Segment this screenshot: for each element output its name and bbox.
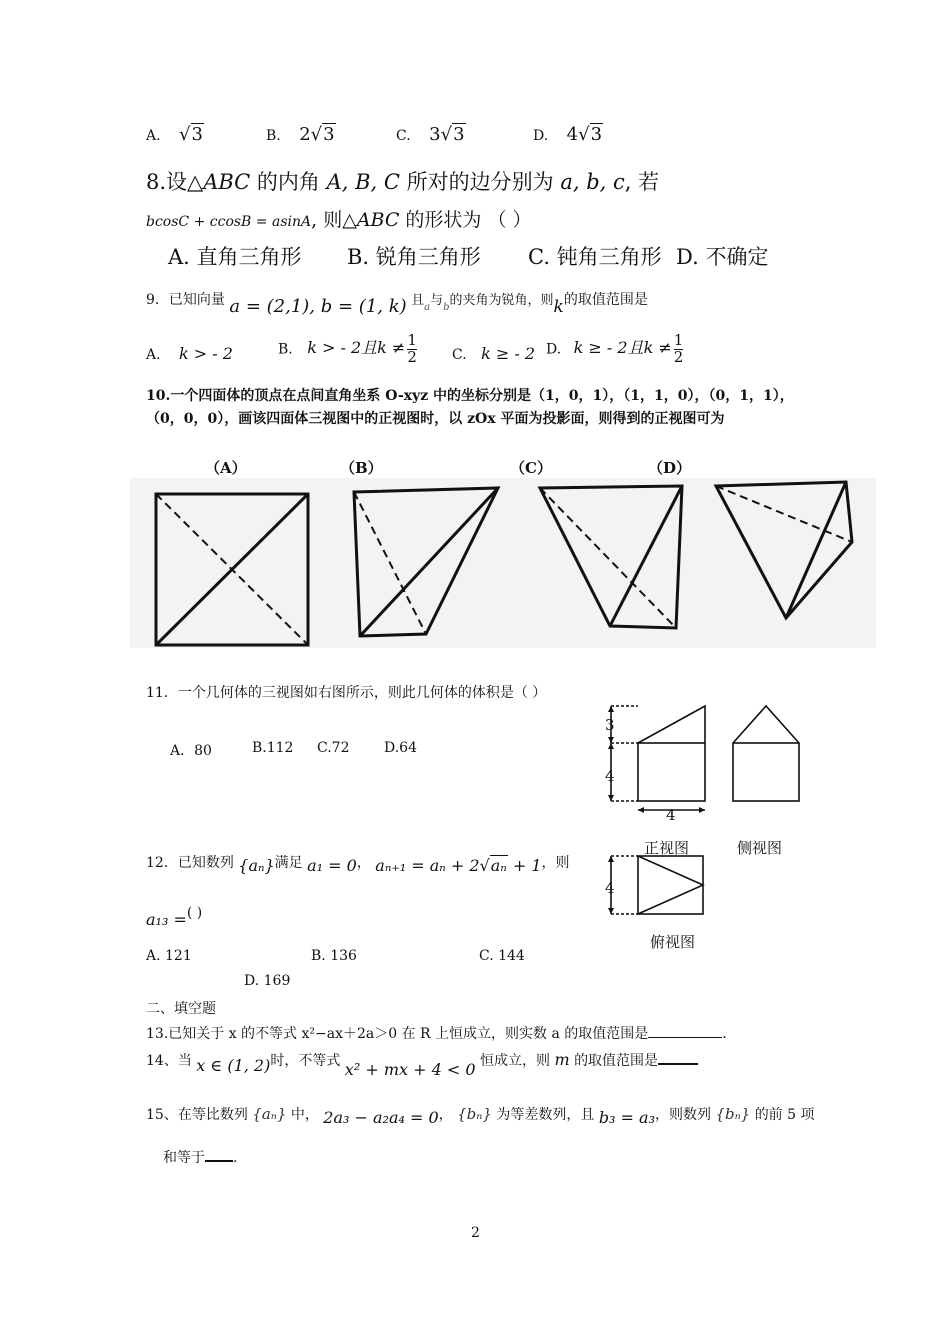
q15-answer-blank[interactable]: [205, 1160, 233, 1162]
q12-option-a: A. 121: [146, 948, 192, 964]
q7-option-b: B. 2√3: [266, 124, 335, 145]
coefficient: 2: [299, 124, 311, 145]
vector-a: a: [424, 302, 431, 313]
coefficient: 3: [429, 124, 441, 145]
q15-line2: 和等于 .: [163, 1150, 238, 1166]
q9-option-c: C. k ≥ - 2: [452, 344, 536, 363]
q10-label-d: （D）: [648, 459, 692, 477]
variable-k: k: [553, 297, 564, 317]
q15-stem: 15、在等比数列 {aₙ} 中， 2a₃ − a₂a₄ = 0， {bₙ} 为等差数列，且 b₃ = a₃，则数列 {bₙ} 的前 5 项: [146, 1105, 815, 1127]
dim-label-3: 3: [605, 716, 615, 734]
q10-stem-line2: （0，0，0），画该四面体三视图中的正视图时，以 zOx 平面为投影面，则得到的正视图可为: [146, 411, 725, 427]
q9-option-d: D. k ≥ - 2且k ≠ $\frac{1}{2}$: [546, 331, 684, 366]
figure-background: [130, 478, 876, 648]
q10-label-c: （C）: [510, 459, 552, 477]
three-view-drawing: [602, 700, 822, 920]
q14-answer-blank[interactable]: [658, 1063, 698, 1065]
fraction-one-half: $\frac{1}{2}$: [673, 331, 684, 366]
radicand: 3: [590, 124, 603, 145]
option-letter: C.: [396, 128, 411, 144]
q12-stem: 12．已知数列 {aₙ}满足 a₁ = 0， aₙ₊₁ = aₙ + 2√aₙ + 1，则: [146, 855, 570, 875]
fraction-one-half: $\frac{1}{2}$: [407, 331, 417, 366]
q12-option-b: B. 136: [311, 948, 357, 964]
side-view-label: 侧视图: [737, 839, 783, 857]
sides: a, b, c: [560, 170, 625, 194]
angles: A, B, C: [326, 170, 400, 194]
option-letter: D.: [533, 128, 549, 144]
option-letter: A.: [146, 128, 161, 144]
q10-stem-line1: 10.一个四面体的顶点在点间直角坐系 O-xyz 中的坐标分别是（1，0，1），（1，1，0），（0，1，1），: [146, 388, 794, 404]
q8-stem: 8.设△ABC 的内角 A, B, C 所对的边分别为 a, b, c, 若: [146, 170, 660, 194]
q9-option-a: A. k > - 2: [146, 344, 233, 363]
radicand: 3: [191, 124, 203, 145]
radicand: 3: [323, 124, 335, 145]
q10-label-b: （B）: [340, 459, 383, 477]
triangle-name: ABC: [203, 170, 251, 194]
q12-lhs: a₁₃ =( ): [146, 905, 203, 929]
q8-option-d: D. 不确定: [676, 245, 769, 269]
q15-sequence-b-repeat: {bₙ}: [715, 1105, 751, 1123]
radicand: 3: [453, 124, 465, 145]
q13-stem: 13.已知关于 x 的不等式 x²−ax＋2a＞0 在 R 上恒成立，则实数 a 的取值范围是 .: [146, 1026, 727, 1042]
q11-option-b: B.112: [252, 740, 294, 756]
variable-m: m: [554, 1050, 570, 1069]
q8-option-c: C. 钝角三角形: [528, 245, 662, 269]
q14-stem: 14、当 x ∈ (1, 2)时，不等式 x² + mx + 4 < 0 恒成立，则 m 的取值范围是: [146, 1050, 698, 1070]
front-view-label: 正视图: [644, 839, 690, 857]
q8-formula: bcosC + ccosB = asinA: [146, 214, 312, 230]
q12-option-c: C. 144: [479, 948, 525, 964]
q7-option-a: A. √3: [146, 124, 203, 145]
q11-stem: 11．一个几何体的三视图如右图所示，则此几何体的体积是（ ）: [146, 685, 547, 701]
top-view-label: 俯视图: [650, 933, 696, 951]
top-view-box: [638, 856, 703, 914]
q9-stem: 9．已知向量 a = (2,1), b = (1, k) 且$_a$与$_b$的夹角为锐角，则k的取值范围是: [146, 292, 648, 317]
q8-option-a: A. 直角三角形: [168, 245, 302, 269]
q8-condition: bcosC + ccosB = asinA, 则△ABC 的形状为 （ ）: [146, 209, 532, 231]
q7-option-d: D. 4√3: [533, 124, 603, 145]
q15-sequence-a: {aₙ}: [252, 1105, 287, 1123]
coefficient: 4: [566, 124, 579, 145]
dim-label-4-top: 4: [605, 879, 615, 897]
front-view-box: [638, 743, 705, 801]
q10-figures: [130, 478, 880, 650]
section-heading: 二、填空题: [146, 1001, 216, 1017]
q11-option-d: D.64: [384, 740, 417, 756]
q8-option-b: B. 锐角三角形: [347, 245, 481, 269]
q10-label-a: （A）: [205, 459, 247, 477]
q12-sequence: {aₙ}: [238, 856, 275, 875]
q12-condition-2: aₙ₊₁ = aₙ + 2√aₙ + 1: [375, 856, 542, 875]
q11-option-c: C.72: [317, 740, 350, 756]
side-view-box: [733, 743, 799, 801]
q12-condition-1: a₁ = 0: [307, 856, 357, 875]
q9-option-b: B. k > - 2且k ≠ $\frac{1}{2}$: [278, 331, 417, 366]
q15-equation-1: 2a₃ − a₂a₄ = 0: [323, 1108, 439, 1127]
option-letter: B.: [266, 128, 281, 144]
dim-label-4-front: 4: [605, 767, 615, 785]
q12-option-d: D. 169: [244, 973, 291, 989]
q15-sequence-b: {bₙ}: [457, 1105, 492, 1123]
q15-equation-2: b₃ = a₃: [598, 1108, 655, 1127]
q14-condition: x ∈ (1, 2): [196, 1056, 271, 1075]
q9-vectors: a = (2,1), b = (1, k): [229, 296, 407, 317]
q11-option-a: A．80: [170, 743, 212, 759]
q7-option-c: C. 3√3: [396, 124, 465, 145]
top-view-lines: [638, 856, 703, 914]
page-number: 2: [471, 1225, 480, 1241]
side-view-roof: [733, 706, 799, 743]
vector-b: b: [443, 302, 450, 313]
q14-inequality: x² + mx + 4 < 0: [344, 1060, 476, 1079]
q13-answer-blank[interactable]: [648, 1037, 722, 1038]
dim-label-4-width: 4: [666, 806, 676, 824]
front-view-roof: [638, 706, 705, 743]
